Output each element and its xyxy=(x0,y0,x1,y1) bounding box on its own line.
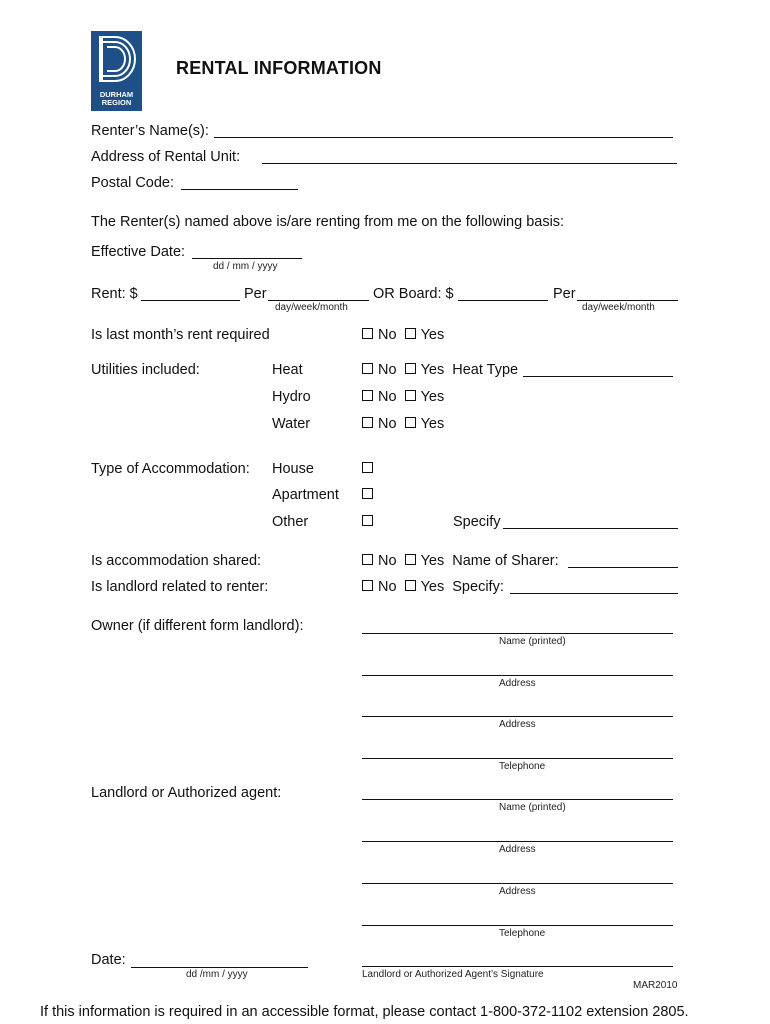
yes-label: Yes xyxy=(420,579,445,595)
water-yes-checkbox[interactable] xyxy=(405,417,416,428)
effective-date-field[interactable] xyxy=(192,258,302,259)
rent-period-hint: day/week/month xyxy=(275,302,348,313)
accommodation-label: Type of Accommodation: xyxy=(91,461,250,477)
board-period-field[interactable] xyxy=(577,300,678,301)
last-month-no-checkbox[interactable] xyxy=(362,328,373,339)
accessibility-footer: If this information is required in an accessible format, please contact 1-800-372-1102 extension 2805. xyxy=(40,1004,689,1020)
sharer-name-label: Name of Sharer: xyxy=(452,553,559,569)
yes-label: Yes xyxy=(420,389,445,405)
heat-type-label: Heat Type xyxy=(452,362,519,378)
logo-text-line1: DURHAM xyxy=(99,90,134,99)
water-label: Water xyxy=(272,416,311,432)
yes-label: Yes xyxy=(420,416,445,432)
owner-name-caption: Name (printed) xyxy=(499,636,566,647)
owner-label: Owner (if different form landlord): xyxy=(91,618,304,634)
other-specify-label: Specify xyxy=(453,514,501,530)
heat-type-field[interactable] xyxy=(523,376,673,377)
owner-address2-caption: Address xyxy=(499,719,536,730)
date-hint: dd /mm / yyyy xyxy=(186,969,248,980)
no-label: No xyxy=(378,362,397,378)
board-label: OR Board: $ xyxy=(373,286,454,302)
water-options xyxy=(362,416,444,432)
hydro-yes-checkbox[interactable] xyxy=(405,390,416,401)
shared-options xyxy=(362,553,559,569)
revision-code: MAR2010 xyxy=(633,980,678,991)
landlord-address1-caption: Address xyxy=(499,844,536,855)
address-label: Address of Rental Unit: xyxy=(91,149,241,165)
house-checkbox[interactable] xyxy=(362,462,373,473)
rent-amount-field[interactable] xyxy=(141,300,240,301)
landlord-label: Landlord or Authorized agent: xyxy=(91,785,282,801)
landlord-address2-caption: Address xyxy=(499,886,536,897)
renters-name-field[interactable] xyxy=(214,137,673,138)
heat-options xyxy=(362,362,518,378)
owner-telephone-caption: Telephone xyxy=(499,761,546,772)
apartment-checkbox[interactable] xyxy=(362,488,373,499)
other-checkbox[interactable] xyxy=(362,515,373,526)
no-label: No xyxy=(378,553,397,569)
board-period-hint: day/week/month xyxy=(582,302,655,313)
rent-period-field[interactable] xyxy=(268,300,369,301)
shared-label: Is accommodation shared: xyxy=(91,553,262,569)
landlord-name-field[interactable] xyxy=(362,799,673,800)
no-label: No xyxy=(378,389,397,405)
postal-code-label: Postal Code: xyxy=(91,175,175,191)
postal-code-field[interactable] xyxy=(181,189,298,190)
hydro-label: Hydro xyxy=(272,389,311,405)
hydro-options xyxy=(362,389,444,405)
date-label: Date: xyxy=(91,952,126,968)
yes-label: Yes xyxy=(420,553,445,569)
effective-date-label: Effective Date: xyxy=(91,244,186,260)
signature-caption: Landlord or Authorized Agent’s Signature xyxy=(362,969,544,980)
last-month-yes-checkbox[interactable] xyxy=(405,328,416,339)
related-yes-checkbox[interactable] xyxy=(405,580,416,591)
related-label: Is landlord related to renter: xyxy=(91,579,269,595)
last-month-label: Is last month’s rent required xyxy=(91,327,270,343)
water-no-checkbox[interactable] xyxy=(362,417,373,428)
shared-yes-checkbox[interactable] xyxy=(405,554,416,565)
owner-name-field[interactable] xyxy=(362,633,673,634)
yes-label: Yes xyxy=(420,327,445,343)
owner-telephone-field[interactable] xyxy=(362,758,673,759)
durham-region-logo xyxy=(91,31,142,111)
owner-address1-field[interactable] xyxy=(362,675,673,676)
owner-address1-caption: Address xyxy=(499,678,536,689)
renters-name-label: Renter’s Name(s): xyxy=(91,123,209,139)
owner-address2-field[interactable] xyxy=(362,716,673,717)
date-field[interactable] xyxy=(131,967,308,968)
sharer-name-field[interactable] xyxy=(568,567,678,568)
yes-label: Yes xyxy=(420,362,445,378)
landlord-address1-field[interactable] xyxy=(362,841,673,842)
address-field[interactable] xyxy=(262,163,677,164)
page-title: RENTAL INFORMATION xyxy=(176,58,382,78)
landlord-telephone-caption: Telephone xyxy=(499,928,546,939)
landlord-telephone-field[interactable] xyxy=(362,925,673,926)
other-specify-field[interactable] xyxy=(503,528,678,529)
landlord-name-caption: Name (printed) xyxy=(499,802,566,813)
no-label: No xyxy=(378,327,397,343)
related-no-checkbox[interactable] xyxy=(362,580,373,591)
related-options xyxy=(362,579,504,595)
last-month-options xyxy=(362,327,444,343)
no-label: No xyxy=(378,416,397,432)
heat-yes-checkbox[interactable] xyxy=(405,363,416,374)
no-label: No xyxy=(378,579,397,595)
related-specify-label: Specify: xyxy=(452,579,504,595)
heat-label: Heat xyxy=(272,362,303,378)
rent-per-label: Per xyxy=(244,286,267,302)
landlord-address2-field[interactable] xyxy=(362,883,673,884)
shared-no-checkbox[interactable] xyxy=(362,554,373,565)
basis-statement: The Renter(s) named above is/are renting from me on the following basis: xyxy=(91,214,565,230)
board-amount-field[interactable] xyxy=(458,300,548,301)
other-label: Other xyxy=(272,514,309,530)
effective-date-hint: dd / mm / yyyy xyxy=(213,261,278,272)
related-specify-field[interactable] xyxy=(510,593,678,594)
board-per-label: Per xyxy=(553,286,576,302)
apartment-label: Apartment xyxy=(272,487,339,503)
house-label: House xyxy=(272,461,314,477)
logo-text-line2: REGION xyxy=(101,98,132,107)
hydro-no-checkbox[interactable] xyxy=(362,390,373,401)
rent-label: Rent: $ xyxy=(91,286,138,302)
signature-field[interactable] xyxy=(362,966,673,967)
heat-no-checkbox[interactable] xyxy=(362,363,373,374)
utilities-label: Utilities included: xyxy=(91,362,200,378)
